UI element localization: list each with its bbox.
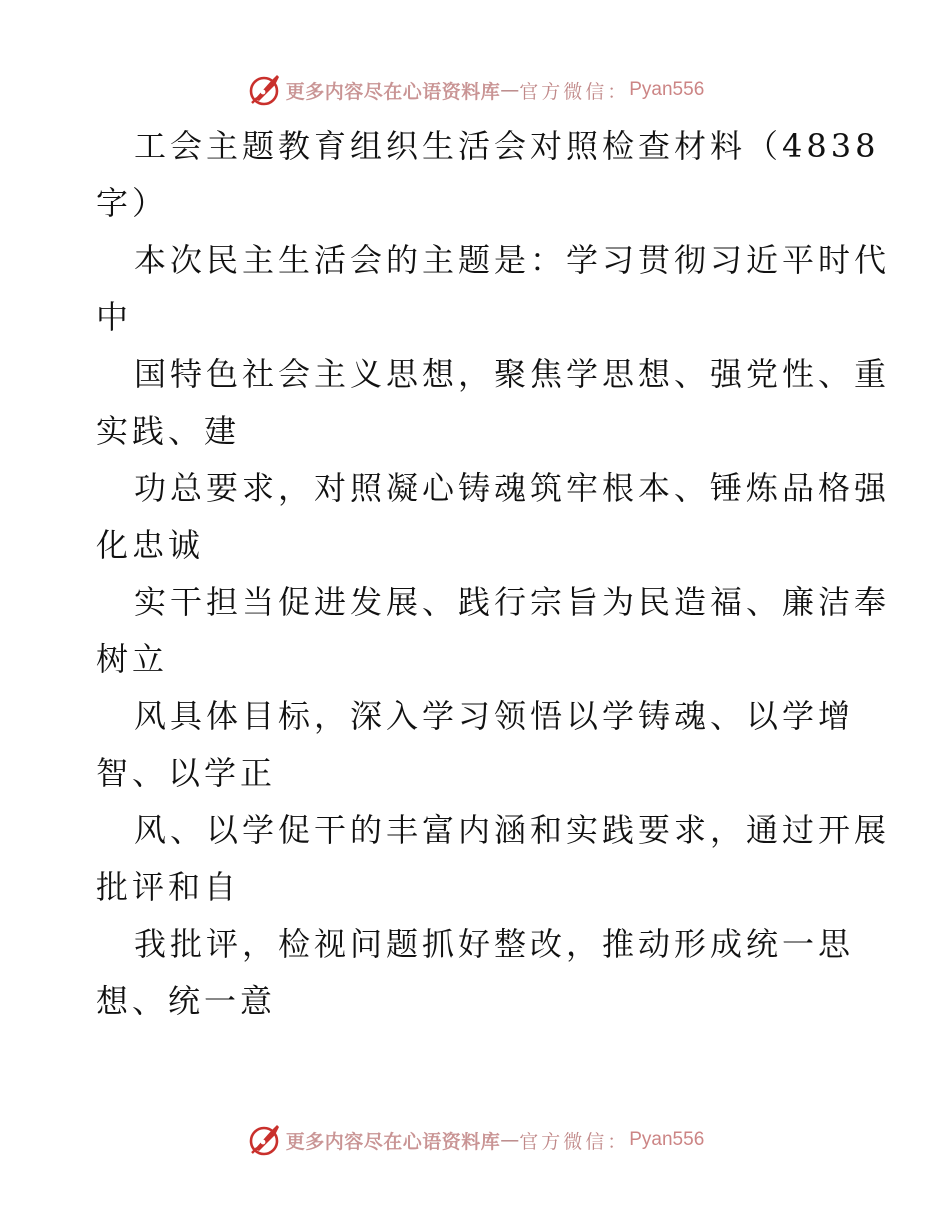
paragraph-line: 风具体目标，深入学习领悟以学铸魂、以学增 — [134, 697, 855, 735]
paragraph-line-continued: 批评和自 — [96, 868, 241, 906]
paragraph-line: 国特色社会主义思想，聚焦学思想、强党性、重 — [134, 355, 891, 393]
watermark-site-text: 更多内容尽在心语资料库 — [285, 80, 501, 103]
document-title-line-continued: 字） — [96, 184, 169, 222]
paragraph-line: 我批评，检视问题抓好整改，推动形成统一思 — [134, 925, 855, 963]
pen-nib-logo-icon — [246, 72, 282, 108]
pen-nib-logo-icon — [246, 1122, 282, 1158]
paragraph-line: 本次民主生活会的主题是：学习贯彻习近平时代 — [134, 241, 891, 279]
paragraph-line-continued: 实践、建 — [96, 412, 241, 450]
watermark-wechat-label: 官方微信： — [519, 80, 630, 103]
paragraph-line: 功总要求，对照凝心铸魂筑牢根本、锤炼品格强 — [134, 469, 891, 507]
document-body — [96, 118, 891, 1030]
paragraph-line: 实干担当促进发展、践行宗旨为民造福、廉洁奉 — [134, 583, 891, 621]
watermark-dash: — — [500, 79, 520, 101]
document-title-line: 工会主题教育组织生活会对照检查材料（4838 — [134, 127, 880, 165]
watermark-dash: — — [500, 1129, 520, 1151]
watermark-site-text: 更多内容尽在心语资料库 — [285, 1130, 501, 1153]
watermark-wechat-label: 官方微信： — [519, 1130, 630, 1153]
header-watermark — [0, 72, 950, 108]
paragraph-line-continued: 中 — [96, 298, 133, 336]
footer-watermark — [0, 1122, 950, 1158]
paragraph-line-continued: 智、以学正 — [96, 754, 277, 792]
watermark-wechat-id: Pyan556 — [629, 1129, 705, 1150]
paragraph-line-continued: 化忠诚 — [96, 526, 205, 564]
paragraph-line-continued: 树立 — [96, 640, 169, 678]
paragraph-line-continued: 想、统一意 — [96, 982, 277, 1020]
watermark-wechat-id: Pyan556 — [629, 79, 705, 100]
paragraph-line: 风、以学促干的丰富内涵和实践要求，通过开展 — [134, 811, 891, 849]
